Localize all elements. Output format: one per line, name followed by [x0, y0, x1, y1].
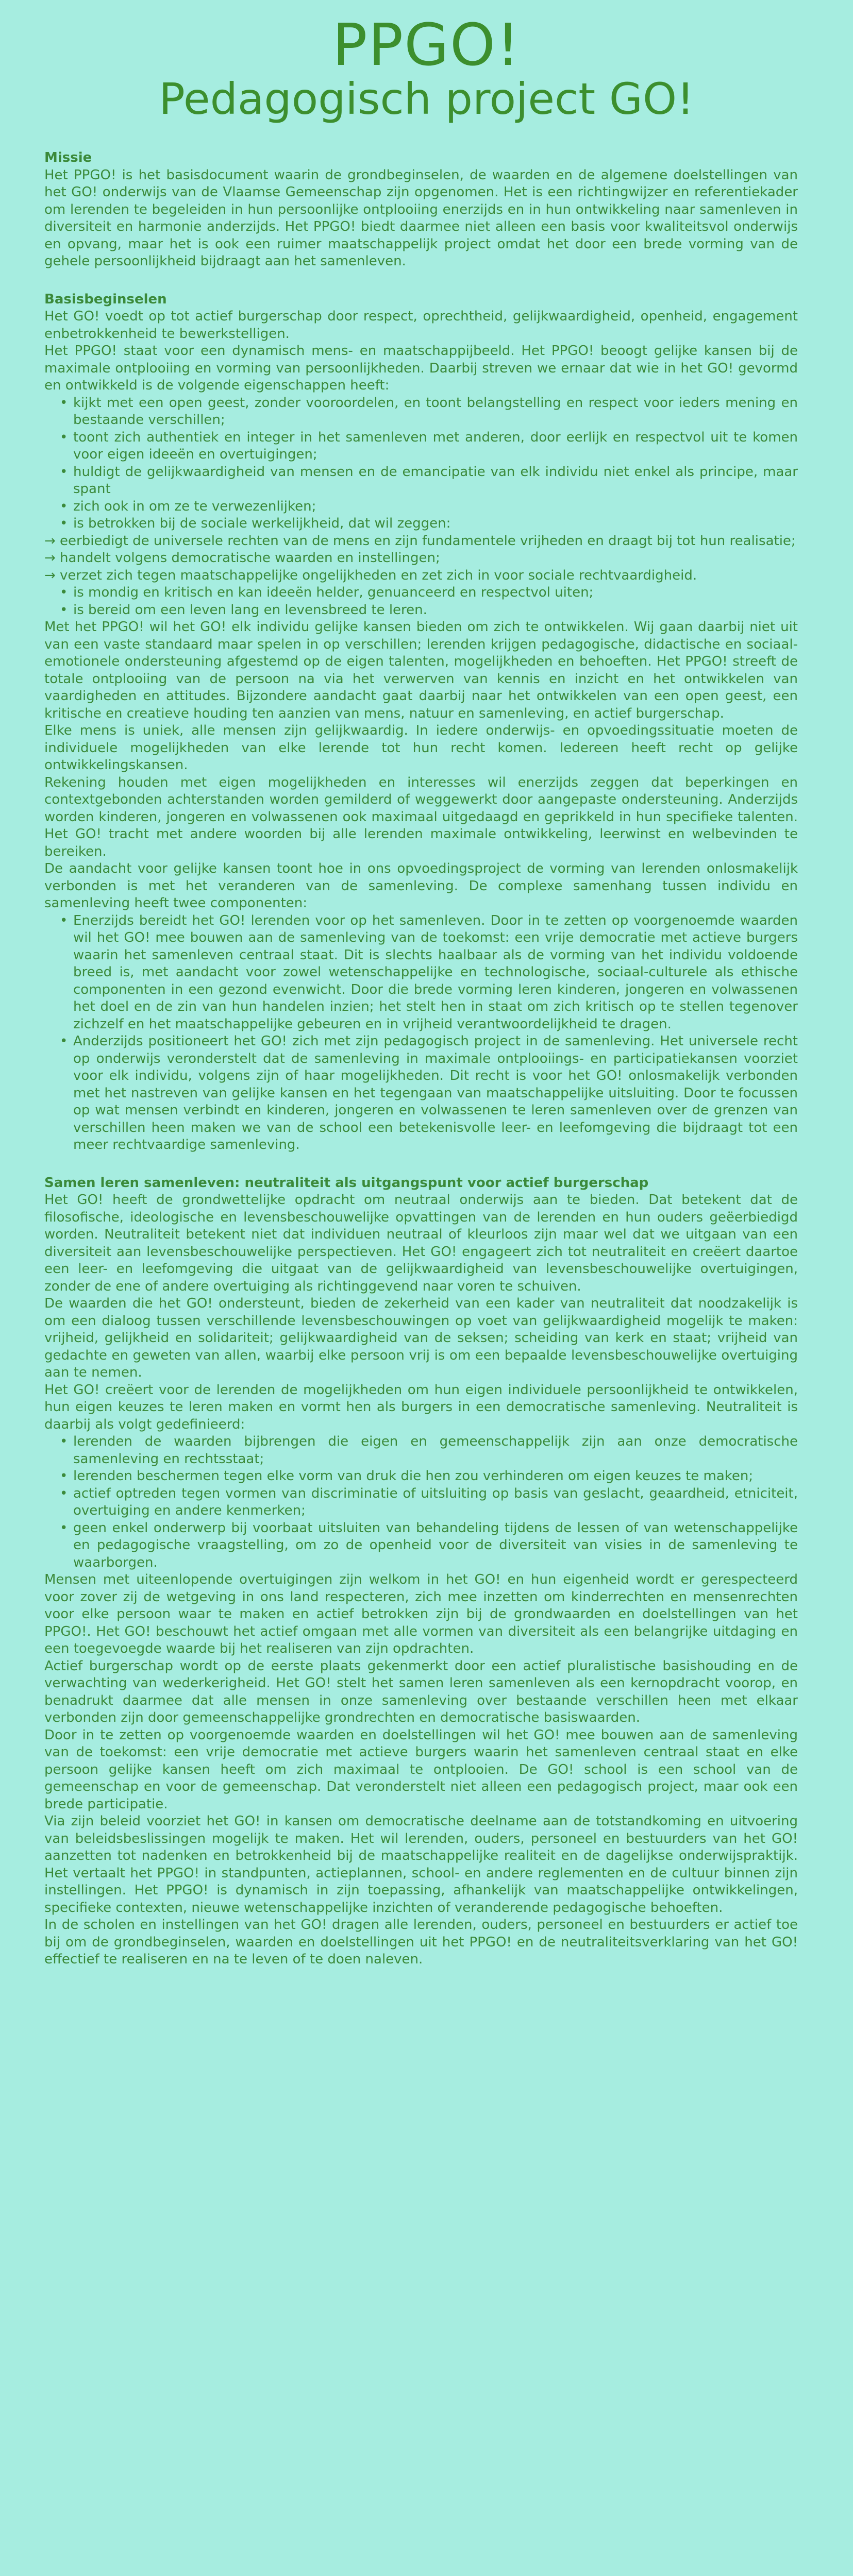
paragraph: De aandacht voor gelijke kansen toont hoe in ons opvoedingsproject de vorming van lerenden onlosmakelijk verbonden is met het veranderen van de samenleving. De complexe samenhang tussen individu en samenleving heeft twee componenten:	[44, 861, 798, 911]
list-item: • is mondig en kritisch en kan ideeën helder, genuanceerd en respectvol uiten;	[73, 584, 798, 602]
bullet-list	[44, 395, 798, 533]
list-item: • zich ook in om ze te verwezenlijken;	[73, 498, 798, 516]
bullet-list	[44, 1433, 798, 1571]
logo-title: PPGO!	[332, 12, 521, 79]
paragraph: Door in te zetten op voorgenoemde waarden en doelstellingen wil het GO! mee bouwen aan de samenleving van de toekomst: een vrije democratie met actieve burgers waarin het samenleven centraal staat en elke persoon gelijke kansen heeft om zich maximaal te ontplooien. De GO! school is een school van de gemeenschap en voor de gemeenschap. Dat veronderstelt niet alleen een pedagogisch project, maar ook een brede participatie.	[44, 1727, 798, 1812]
paragraph: Via zijn beleid voorziet het GO! in kansen om democratische deelname aan de totstandkoming en uitvoering van beleidsbeslissingen mogelijk te maken. Het wil lerenden, ouders, personeel en bestuurders van het GO! aanzetten tot nadenken en betrokkenheid bij de maatschappelijke realiteit en de dagelijkse onderwijspraktijk. Het vertaalt het PPGO! in standpunten, actieplannen, school- en andere reglementen en de cultuur binnen zijn instellingen. Het PPGO! is dynamisch in zijn toepassing, afhankelijk van maatschappelijke ontwikkelingen, specifieke contexten, nieuwe wetenschappelijke inzichten of veranderende pedagogische behoeften.	[44, 1814, 798, 1916]
arrow-item: → handelt volgens democratische waarden en instellingen;	[44, 550, 440, 566]
paragraph: De waarden die het GO! ondersteunt, bieden de zekerheid van een kader van neutraliteit dat noodzakelijk is om een dialoog tussen verschillende levensbeschouwingen op voet van gelijkwaardigheid mogelijk te maken: vrijheid, gelijkheid en solidariteit; gelijkwaardigheid van de seksen; scheiding van kerk en staat; vrijheid van gedachte en geweten van allen, waarbij elke persoon vrij is om een bepaalde levensbeschouwelijke overtuiging aan te nemen.	[44, 1296, 798, 1380]
list-item: • Enerzijds bereidt het GO! lerenden voor op het samenleven. Door in te zetten op voorgenoemde waarden wil het GO! mee bouwen aan de samenleving van de toekomst: een vrije democratie met actieve burgers waarin het samenleven centraal staat. Dit is slechts haalbaar als de vorming van het individu voldoende breed is, met aandacht voor zowel wetenschappelijke en technologische, sociaal-culturele als ethische componenten in een gezond evenwicht. Door die brede vorming leren kinderen, jongeren en volwassenen het doel en de zin van hun handelen inzien; het stelt hen in staat om zich kritisch op te stellen tegenover zichzelf en het maatschappelijke gebeuren en in vrijheid verantwoordelijkheid te dragen.	[73, 912, 798, 1033]
list-item: • toont zich authentiek en integer in het samenleven met anderen, door eerlijk en respectvol uit te komen voor eigen ideeën en overtuigingen;	[73, 429, 798, 464]
paragraph: Het GO! heeft de grondwettelijke opdracht om neutraal onderwijs aan te bieden. Dat betekent dat de filosofische, ideologische en levensbeschouwelijke opvattingen van de lerenden en hun ouders geëerbiedigd worden. Neutraliteit betekent niet dat individuen neutraal of kleurloos zijn maar wel dat we uitgaan van een diversiteit aan levensbeschouwelijke perspectieven. Het GO! engageert zich tot neutraliteit en creëert daartoe een leer- en leefomgeving die uitgaat van de gelijkwaardigheid van levensbeschouwelijke overtuigingen, zonder de ene of andere overtuiging als richtinggevend naar voren te schuiven.	[44, 1192, 798, 1294]
document-body	[44, 149, 798, 1969]
bullet-list	[44, 912, 798, 1154]
section-heading-basisbeginselen: Basisbeginselen	[44, 291, 167, 307]
list-item: • kijkt met een open geest, zonder vooroordelen, en toont belangstelling en respect voor ieders mening en bestaande verschillen;	[73, 395, 798, 429]
paragraph: In de scholen en instellingen van het GO! dragen alle lerenden, ouders, personeel en bestuurders er actief toe bij om de grondbeginselen, waarden en doelstellingen uit het PPGO! en de neutraliteitsverklaring van het GO! effectief te realiseren en na te leven of te doen naleven.	[44, 1917, 798, 1967]
list-item: • lerenden de waarden bijbrengen die eigen en gemeenschappelijk zijn aan onze democratische samenleving en rechtsstaat;	[73, 1433, 798, 1468]
list-item: • lerenden beschermen tegen elke vorm van druk die hen zou verhinderen om eigen keuzes te maken;	[73, 1468, 798, 1485]
list-item: • geen enkel onderwerp bij voorbaat uitsluiten van behandeling tijdens de lessen of van wetenschappelijke en pedagogische vraagstelling, om zo de openheid voor de diversiteit van visies in de samenleving te waarborgen.	[73, 1520, 798, 1572]
paragraph: Rekening houden met eigen mogelijkheden en interesses wil enerzijds zeggen dat beperkingen en contextgebonden achterstanden worden gemilderd of weggewerkt door aangepaste ondersteuning. Anderzijds worden kinderen, jongeren en volwassenen ook maximaal uitgedaagd en geprikkeld in hun specifieke talenten. Het GO! tracht met andere woorden bij alle lerenden maximale ontwikkeling, leerwinst en welbevinden te bereiken.	[44, 774, 798, 859]
list-item: • Anderzijds positioneert het GO! zich met zijn pedagogisch project in de samenleving. Het universele recht op onderwijs veronderstelt dat de samenleving in maximale ontplooiings- en participatiekansen voorziet voor elk individu, volgens zijn of haar mogelijkheden. Dit recht is voor het GO! onlosmakelijk verbonden met het nastreven van gelijke kansen en het tegengaan van maatschappelijke uitsluiting. Door te focussen op wat mensen verbindt en kinderen, jongeren en volwassenen te leren samenleven over de grenzen van verschillen heen maken we van de school een betekenisvolle leer- en leefomgeving die bijdraagt tot een meer rechtvaardige samenleving.	[73, 1033, 798, 1154]
missie-text: Het PPGO! is het basisdocument waarin de grondbeginselen, de waarden en de algemene doelstellingen van het GO! onderwijs van de Vlaamse Gemeenschap zijn opgenomen. Het is een richtingwijzer en referentiekader om lerenden te begeleiden in hun persoonlijke ontplooiing enerzijds en in hun ontwikkeling naar samenleven in diversiteit en harmonie anderzijds. Het PPGO! biedt daarmee niet alleen een basis voor kwaliteitsvol onderwijs en opvang, maar het is ook een ruimer maatschappelijk project omdat het door een brede vorming van de gehele persoonlijkheid bijdraagt aan het samenleven.	[44, 167, 798, 269]
paragraph: Elke mens is uniek, alle mensen zijn gelijkwaardig. In iedere onderwijs- en opvoedingssituatie moeten de individuele mogelijkheden van elke lerende tot hun recht komen. Iedereen heeft recht op gelijke ontwikkelingskansen.	[44, 723, 798, 773]
list-item: • actief optreden tegen vormen van discriminatie of uitsluiting op basis van geslacht, geaardheid, etniciteit, overtuiging en andere kenmerken;	[73, 1485, 798, 1520]
paragraph: Het PPGO! staat voor een dynamisch mens- en maatschappijbeeld. Het PPGO! beoogt gelijke kansen bij de maximale ontplooiing en vorming van persoonlijkheden. Daarbij streven we ernaar dat wie in het GO! gevormd en ontwikkeld is de volgende eigenschappen heeft:	[44, 343, 798, 393]
section-heading-samen-leren: Samen leren samenleven: neutraliteit als uitgangspunt voor actief burgerschap	[44, 1175, 649, 1191]
bullet-list	[44, 584, 798, 619]
list-item: • huldigt de gelijkwaardigheid van mensen en de emancipatie van elk individu niet enkel als principe, maar spant	[73, 464, 798, 498]
paragraph: Met het PPGO! wil het GO! elk individu gelijke kansen bieden om zich te ontwikkelen. Wij gaan daarbij niet uit van een vaste standaard maar spelen in op verschillen; lerenden krijgen pedagogische, didactische en sociaal-emotionele ondersteuning afgestemd op de eigen talenten, mogelijkheden en behoeften. Het PPGO! streeft de totale ontplooiing van de persoon na via het verwerven van kennis en inzicht en het ontwikkelen van vaardigheden en attitudes. Bijzondere aandacht gaat daarbij naar het ontwikkelen van een open geest, een kritische en creatieve houding ten aanzien van mens, natuur en samenleving, en actief burgerschap.	[44, 619, 798, 721]
arrow-item: → verzet zich tegen maatschappelijke ongelijkheden en zet zich in voor sociale rechtvaardigheid.	[44, 567, 697, 583]
arrow-item: → eerbiedigt de universele rechten van de mens en zijn fundamentele vrijheden en draagt bij tot hun realisatie;	[44, 533, 796, 549]
list-item: • is bereid om een leven lang en levensbreed te leren.	[73, 602, 798, 619]
paragraph: Actief burgerschap wordt op de eerste plaats gekenmerkt door een actief pluralistische basishouding en de verwachting van wederkerigheid. Het GO! stelt het samen leren samenleven als een kernopdracht voorop, en benadrukt daarmee dat alle mensen in onze samenleving over bestaande verschillen heen met elkaar verbonden zijn door gemeenschappelijke grondrechten en democratische basiswaarden.	[44, 1658, 798, 1725]
header	[0, 0, 853, 125]
paragraph: Het GO! creëert voor de lerenden de mogelijkheden om hun eigen individuele persoonlijkheid te ontwikkelen, hun eigen keuzes te leren maken en vormt hen als burgers in een democratische samenleving. Neutraliteit is daarbij als volgt gedefinieerd:	[44, 1382, 798, 1432]
list-item: • is betrokken bij de sociale werkelijkheid, dat wil zeggen:	[73, 515, 798, 533]
section-heading-missie: Missie	[44, 150, 92, 165]
paragraph: Het GO! voedt op tot actief burgerschap door respect, oprechtheid, gelijkwaardigheid, openheid, engagement enbetrokkenheid te bewerkstelligen.	[44, 309, 798, 342]
page-subtitle: Pedagogisch project GO!	[159, 74, 694, 124]
paragraph: Mensen met uiteenlopende overtuigingen zijn welkom in het GO! en hun eigenheid wordt er gerespecteerd voor zover zij de wetgeving in ons land respecteren, zich mee inzetten om kinderrechten en mensenrechten voor elke persoon waar te maken en actief betrokken zijn bij de grondwaarden en doelstellingen van het PPGO!. Het GO! beschouwt het actief omgaan met alle vormen van diversiteit als een belangrijke uitdaging en een toegevoegde waarde bij het realiseren van zijn opdrachten.	[44, 1572, 798, 1656]
